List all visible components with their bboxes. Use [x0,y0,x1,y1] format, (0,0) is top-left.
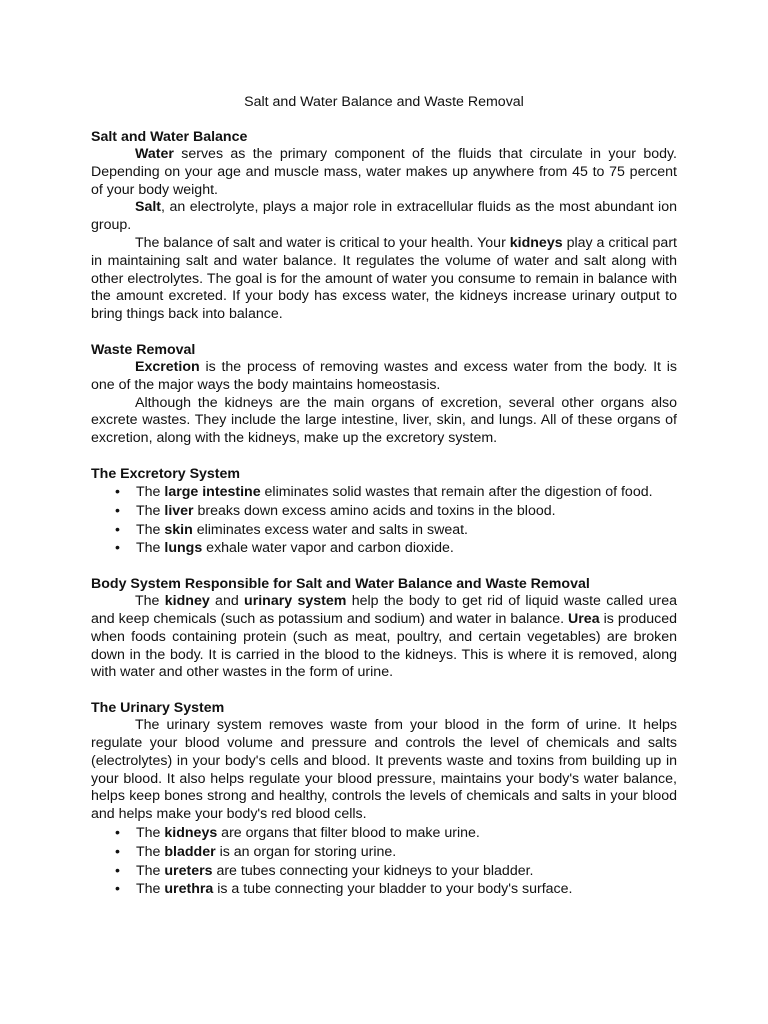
section-heading: Waste Removal [91,341,196,358]
list-item: • The liver breaks down excess amino acids and toxins in the blood. [135,502,677,521]
bold-term: Salt [135,199,162,216]
paragraph-kidney-urinary: The kidney and urinary system help the body to get rid of liquid waste called urea and keep chemicals (such as potassium and sodium) and water in balance. Urea is produced when foods containing protein (such as meat, poultry, and certain vegetables) are broken down in the body. It is carried in the blood to the kidneys. This is where it is removed, along with water and other wastes in the form of urine. [91,593,678,681]
bold-term: kidneys [509,234,563,251]
section-salt-water-balance [91,128,677,324]
section-heading: The Excretory System [91,465,241,482]
bold-term: Water [135,146,174,162]
paragraph-urinary: The urinary system removes waste from your blood in the form of urine. It helps regulate your blood volume and pressure and controls the level of chemicals and salts (electrolytes) in your body's cells and blood. It prevents waste and toxins from building up in your blood. It also helps regulate your blood pressure, maintains your body's water balance, helps keep bones strong and healthy, controls the levels of chemicals and salts in your blood and helps make your body's red blood cells. [91,717,677,823]
list-item: • The kidneys are organs that filter blood to make urine. [135,824,677,843]
list-item: • The skin eliminates excess water and salts in sweat. [135,521,677,540]
section-excretory-system [91,465,677,558]
paragraph-water: Water serves as the primary component of the fluids that circulate in your body. Depending on your age and muscle mass, water makes up anywhere from 45 to 75 percent of your body weight. [91,146,677,198]
list-item: • The urethra is a tube connecting your bladder to your body's surface. [135,880,677,899]
paragraph-balance: The balance of salt and water is critical to your health. Your kidneys play a critical part in maintaining salt and water balance. It regulates the volume of water and salt along with other electrolytes. The goal is for the amount of water you consume to remain in balance with the amount excreted. If your body has excess water, the kidneys increase urinary output to bring things back into balance. [91,234,677,323]
bold-term: Excretion [135,358,200,375]
section-heading: Salt and Water Balance [91,129,248,145]
list-item: • The lungs exhale water vapor and carbon dioxide. [135,539,677,558]
bullet-list [91,483,677,558]
section-heading: Body System Responsible for Salt and Water Balance and Waste Removal [91,576,590,593]
paragraph-excretion: Excretion is the process of removing wastes and excess water from the body. It is one of the major ways the body maintains homeostasis. [91,358,677,393]
section-heading: The Urinary System [91,700,225,717]
paragraph-organs: Although the kidneys are the main organs of excretion, several other organs also excrete wastes. They include the large intestine, liver, skin, and lungs. All of these organs of excretion, along with the kidneys, make up the excretory system. [91,394,677,447]
list-item: • The large intestine eliminates solid wastes that remain after the digestion of food. [135,483,677,502]
section-urinary-system [91,699,677,899]
section-body-system [91,575,677,682]
paragraph-salt: Salt, an electrolyte, plays a major role in extracellular fluids as the most abundant ion group. [91,199,677,234]
bullet-list [91,824,677,899]
document-title: Salt and Water Balance and Waste Removal [244,94,524,110]
list-item: • The ureters are tubes connecting your kidneys to your bladder. [135,862,677,881]
list-item: • The bladder is an organ for storing urine. [135,843,677,862]
section-waste-removal [91,341,677,448]
